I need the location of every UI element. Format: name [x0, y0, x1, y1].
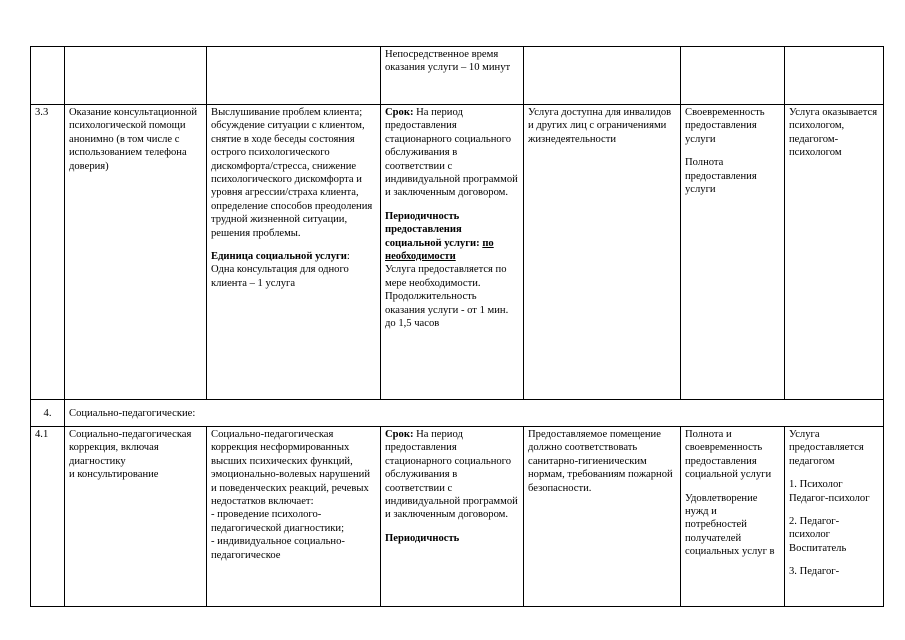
quality-text: Своевременность предоставления услуги: [685, 107, 765, 145]
table-row: [31, 105, 884, 400]
term-block: [385, 428, 519, 522]
cell-term: [381, 47, 524, 105]
cell-provider: [785, 47, 884, 105]
content-text: Социально-педагогическая коррекция несформированных высших психических функций, эмоционально-волевых нарушений и поведенческих реакций, речевых недостатков включает:: [211, 429, 370, 508]
unit-label: Единица социальной услуги: [211, 251, 347, 263]
cell-quality: [681, 47, 785, 105]
services-table: [30, 46, 884, 607]
cell-term: [381, 427, 524, 607]
cell-name: [65, 47, 207, 105]
table-row: [31, 47, 884, 105]
section-title: Социально-педагогические:: [65, 400, 884, 427]
unit-colon: :: [346, 251, 350, 263]
duration-text: Продолжительность оказания услуги - от 1 мин. до 1,5 часов: [385, 291, 509, 330]
cell-num: 3.3: [31, 105, 65, 400]
name-text: Социально-педагогическая коррекция, включая диагностику: [69, 429, 192, 467]
term-block: [385, 106, 519, 200]
term-text: На период предоставления стационарного социального обслуживания в соответствии с индивидуальной программой и заключенным договором.: [385, 429, 518, 521]
table-row: [31, 427, 884, 607]
duration-text: Непосредственное время оказания услуги – 10 минут: [385, 49, 511, 74]
period-text: Услуга предоставляется по мере необходимости.: [385, 264, 507, 289]
cell-provider: [785, 427, 884, 607]
cell-content: [207, 105, 381, 400]
quality-text: Удовлетворение нужд и потребностей получателей социальных услуг в: [685, 492, 775, 558]
period-label: Периодичность предоставления социальной услуги:: [385, 210, 483, 249]
term-label: Срок:: [385, 107, 414, 118]
cell-content: [207, 47, 381, 105]
cell-provider: Услуга оказывается психологом, педагогом-психологом: [785, 105, 884, 400]
quality-text: Полнота и своевременность предоставления социальной услуги: [685, 429, 772, 481]
quality-text: Полнота предоставления услуги: [685, 157, 757, 196]
cell-term: [381, 105, 524, 400]
provider-text: 3. Педагог-: [789, 566, 840, 578]
term-label: Срок:: [385, 429, 414, 440]
provider-text: 1. Психолог Педагог-психолог: [789, 479, 870, 504]
content-text: Выслушивание проблем клиента; обсуждение ситуации с клиентом, снятие в ходе беседы состояния острого психологического дискомфорта/стресса, снижение психологического дискомфорта и уровня агрессии/страха клиента, определение способов преодоления трудной жизненной ситуации, решения проблемы.: [211, 107, 373, 239]
provider-text: 2. Педагог-психолог Воспитатель: [789, 516, 847, 554]
cell-name: Оказание консультационной психологической помощи анонимно (в том числе с использованием телефона доверия): [65, 105, 207, 400]
content-text: - индивидуальное социально-педагогическое: [211, 536, 345, 561]
cell-name: [65, 427, 207, 607]
cell-conditions: Услуга доступна для инвалидов и других лиц с ограничениями жизнедеятельности: [524, 105, 681, 400]
cell-num: 4.1: [31, 427, 65, 607]
unit-block: [211, 250, 376, 290]
unit-text: Одна консультация для одного клиента – 1 услуга: [211, 264, 349, 289]
cell-content: [207, 427, 381, 607]
period-label: Периодичность: [385, 532, 460, 544]
section-row: [31, 400, 884, 427]
section-number: 4.: [31, 400, 65, 427]
cell-num: [31, 47, 65, 105]
term-text: На период предоставления стационарного социального обслуживания в соответствии с индивидуальной программой и заключенным договором.: [385, 107, 518, 199]
period-value: по необходимости: [385, 237, 494, 263]
cell-quality: [681, 105, 785, 400]
cell-conditions: [524, 47, 681, 105]
period-block: [385, 210, 519, 331]
provider-text: Услуга предоставляется педагогом: [789, 429, 864, 467]
content-text: - проведение психолого-педагогической диагностики;: [211, 509, 345, 534]
cell-quality: [681, 427, 785, 607]
cell-conditions: Предоставляемое помещение должно соответствовать санитарно-гигиеническим нормам, требованиям пожарной безопасности.: [524, 427, 681, 607]
name-text: и консультирование: [69, 469, 159, 481]
